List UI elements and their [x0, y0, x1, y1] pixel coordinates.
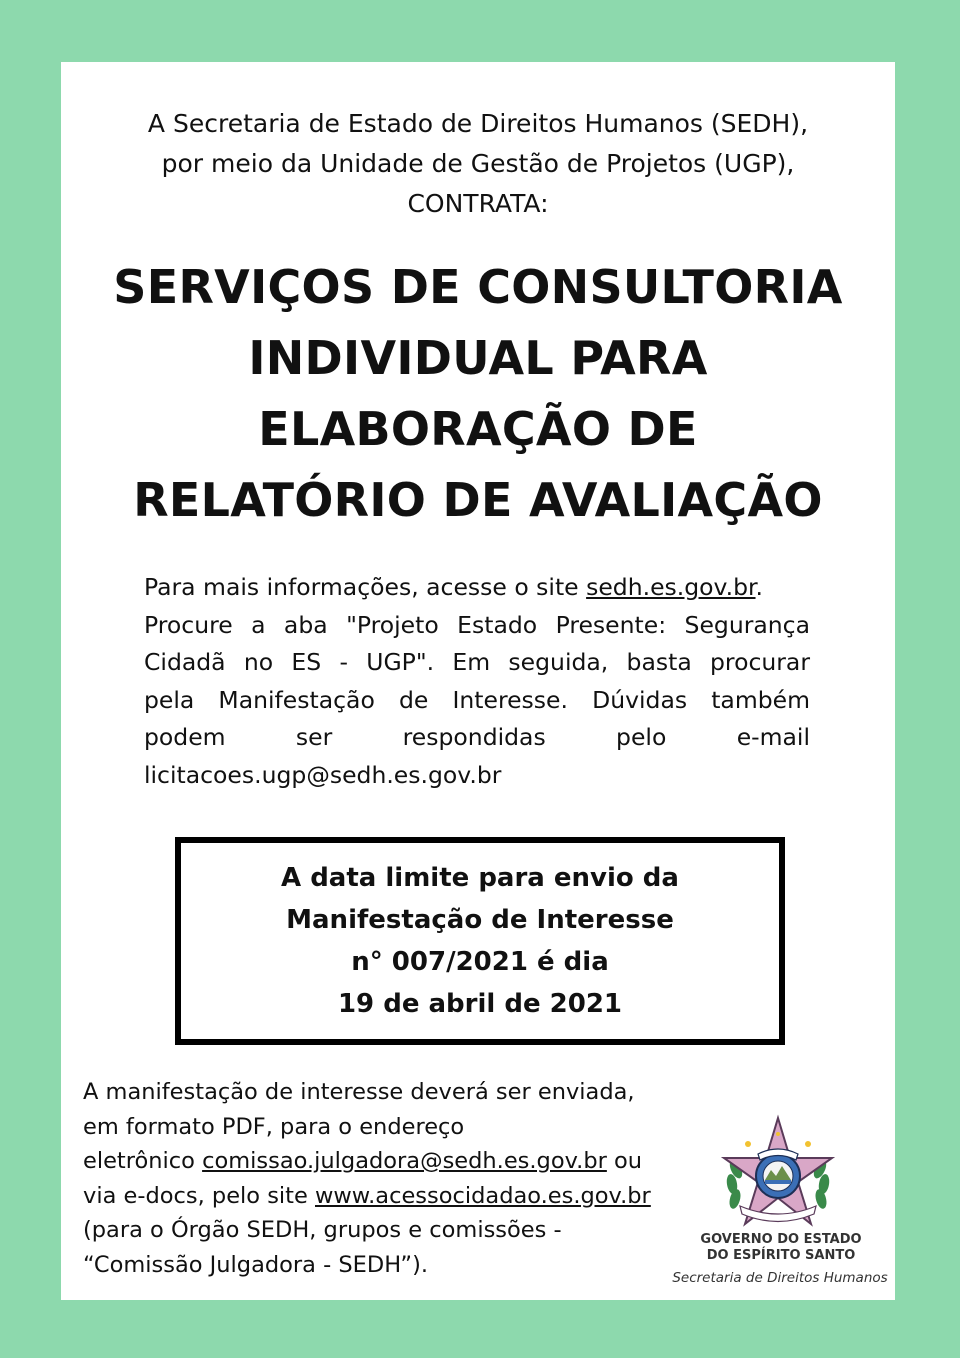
- email-text: licitacoes.ugp@sedh.es.gov.br: [144, 760, 502, 789]
- footer-text: eletrônico: [83, 1148, 203, 1174]
- government-name-line: GOVERNO DO ESTADO: [700, 1232, 862, 1247]
- site-link[interactable]: sedh.es.gov.br: [586, 573, 756, 601]
- headline-line: INDIVIDUAL PARA: [248, 331, 708, 385]
- intro-line: A Secretaria de Estado de Direitos Humanos (SEDH),: [147, 109, 809, 138]
- info-text: Para mais informações, acesse o site: [144, 573, 587, 601]
- government-name-line: DO ESPÍRITO SANTO: [706, 1248, 856, 1263]
- deadline-line: n° 007/2021 é dia: [351, 947, 609, 977]
- footer-line: em formato PDF, para o endereço: [83, 1113, 465, 1140]
- footer-line: A manifestação de interesse deverá ser enviada,: [83, 1079, 635, 1105]
- footer-line: [83, 1144, 683, 1179]
- info-line: podem ser respondidas pelo e-mail: [144, 723, 810, 751]
- intro-text: [61, 104, 895, 224]
- headline-line: ELABORAÇÃO DE: [258, 402, 698, 456]
- info-line: [144, 569, 810, 607]
- government-logo: [661, 1114, 895, 1294]
- state-seal-icon: [718, 1114, 838, 1234]
- deadline-line: A data limite para envio da: [281, 863, 679, 893]
- footer-line: (para o Órgão SEDH, grupos e comissões -: [83, 1217, 562, 1243]
- intro-line: CONTRATA:: [407, 189, 549, 218]
- footer-text: via e-docs, pelo site: [83, 1182, 315, 1209]
- commission-email-link[interactable]: comissao.julgadora@sedh.es.gov.br: [202, 1148, 607, 1174]
- deadline-date: 19 de abril de 2021: [337, 989, 623, 1019]
- headline-line: SERVIÇOS DE CONSULTORIA: [113, 260, 843, 314]
- info-paragraph: [144, 569, 810, 794]
- info-line: pela Manifestação de Interesse. Dúvidas também: [144, 685, 810, 714]
- secretariat-name: Secretaria de Direitos Humanos: [672, 1270, 888, 1286]
- headline-title: [61, 252, 895, 536]
- footer-text: ou: [606, 1148, 643, 1174]
- info-line: Procure a aba "Projeto Estado Presente: Segurança: [144, 610, 810, 639]
- info-text: .: [755, 573, 764, 601]
- submission-instructions: [83, 1075, 683, 1282]
- footer-line: “Comissão Julgadora - SEDH”).: [83, 1251, 429, 1278]
- acessocidadao-link[interactable]: www.acessocidadao.es.gov.br: [315, 1182, 651, 1209]
- footer-line: [83, 1179, 683, 1214]
- intro-line: por meio da Unidade de Gestão de Projetos (UGP),: [161, 149, 795, 178]
- info-line: Cidadã no ES - UGP". Em seguida, basta procurar: [144, 648, 810, 676]
- deadline-box: [175, 837, 785, 1045]
- poster-sheet: [61, 62, 895, 1300]
- headline-line: RELATÓRIO DE AVALIAÇÃO: [133, 473, 823, 527]
- deadline-line: Manifestação de Interesse: [286, 905, 674, 935]
